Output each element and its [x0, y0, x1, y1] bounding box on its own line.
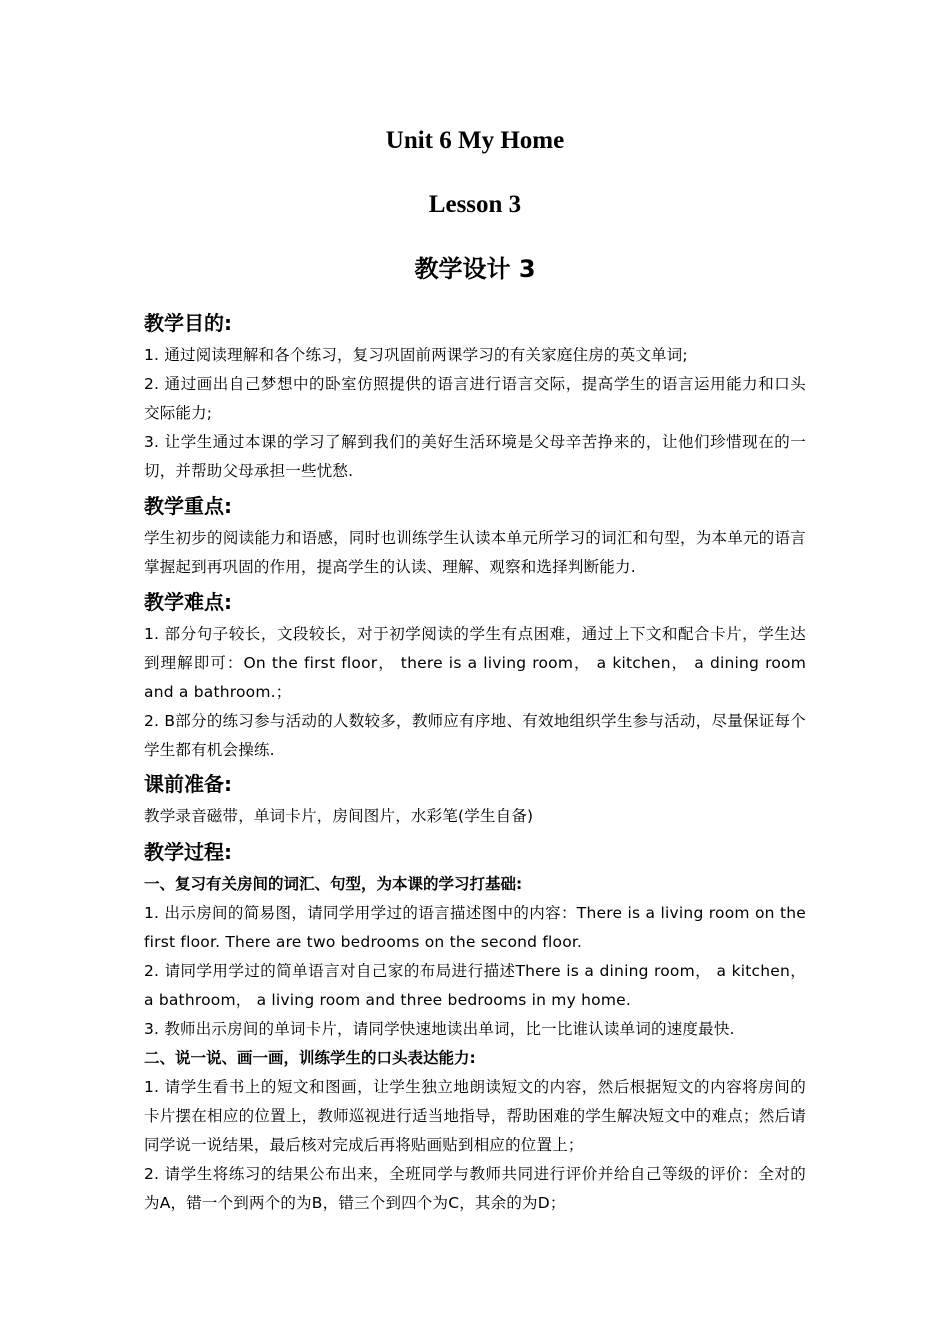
- process-section1-item: 3. 教师出示房间的单词卡片，请同学快速地读出单词，比一比谁认读单词的速度最快.: [144, 1020, 735, 1038]
- preparation-heading: 课前准备:: [144, 772, 232, 796]
- difficulty-item: 2. B部分的练习参与活动的人数较多，教师应有序地、有效地组织学生参与活动，尽量保证每个学生都有机会操练.: [144, 712, 806, 759]
- objective-item: 3. 让学生通过本课的学习了解到我们的美好生活环境是父母辛苦挣来的，让他们珍惜现在的一切，并帮助父母承担一些忧愁.: [144, 433, 806, 480]
- key-points-heading: 教学重点:: [144, 494, 232, 518]
- difficulties-section: [144, 588, 806, 765]
- lesson-title: Lesson 3: [428, 191, 522, 218]
- preparation-text: 教学录音磁带，单词卡片，房间图片，水彩笔(学生自备): [144, 807, 534, 825]
- process-section2-item: 1. 请学生看书上的短文和图画，让学生独立地朗读短文的内容，然后根据短文的内容将房间的卡片摆在相应的位置上，教师巡视进行适当地指导，帮助困难的学生解决短文中的难点；然后请同学说一说结果，最后核对完成后再将贴画贴到相应的位置上；: [144, 1078, 806, 1154]
- objective-item: 2. 通过画出自己梦想中的卧室仿照提供的语言进行语言交际，提高学生的语言运用能力和口头交际能力;: [144, 375, 806, 422]
- objective-item: 1. 通过阅读理解和各个练习，复习巩固前两课学习的有关家庭住房的英文单词;: [144, 346, 688, 364]
- design-title: 教学设计 3: [414, 255, 536, 283]
- difficulty-item: 1. 部分句子较长，文段较长，对于初学阅读的学生有点困难，通过上下文和配合卡片，学生达到理解即可：On the first floor， there is a living room， a kitchen， a dining room and a bathroom.；: [144, 625, 806, 701]
- process-section2-item: 2. 请学生将练习的结果公布出来，全班同学与教师共同进行评价并给自己等级的评价：全对的为A，错一个到两个的为B，错三个到四个为C，其余的为D；: [144, 1165, 806, 1212]
- process-section: [144, 838, 806, 1218]
- process-section1-heading: 一、复习有关房间的词汇、句型，为本课的学习打基础:: [144, 875, 523, 893]
- key-points-text: 学生初步的阅读能力和语感，同时也训练学生认读本单元所学习的词汇和句型，为本单元的语言掌握起到再巩固的作用，提高学生的认读、理解、观察和选择判断能力.: [144, 529, 806, 576]
- process-section1-item: 2. 请同学用学过的简单语言对自己家的布局进行描述There is a dining room， a kitchen， a bathroom， a living room and three bedrooms in my home.: [144, 962, 806, 1009]
- process-heading: 教学过程:: [144, 840, 232, 864]
- objectives-section: [144, 309, 806, 486]
- unit-title: Unit 6 My Home: [385, 127, 565, 154]
- process-section1-item: 1. 出示房间的简易图，请同学用学过的语言描述图中的内容：There is a living room on the first floor. There are two bedrooms on the second floor.: [144, 904, 806, 951]
- objectives-heading: 教学目的:: [144, 311, 232, 335]
- process-section2-heading: 二、说一说、画一画，训练学生的口头表达能力:: [144, 1049, 476, 1067]
- key-points-section: [144, 492, 806, 582]
- preparation-section: [144, 770, 806, 831]
- difficulties-heading: 教学难点:: [144, 590, 232, 614]
